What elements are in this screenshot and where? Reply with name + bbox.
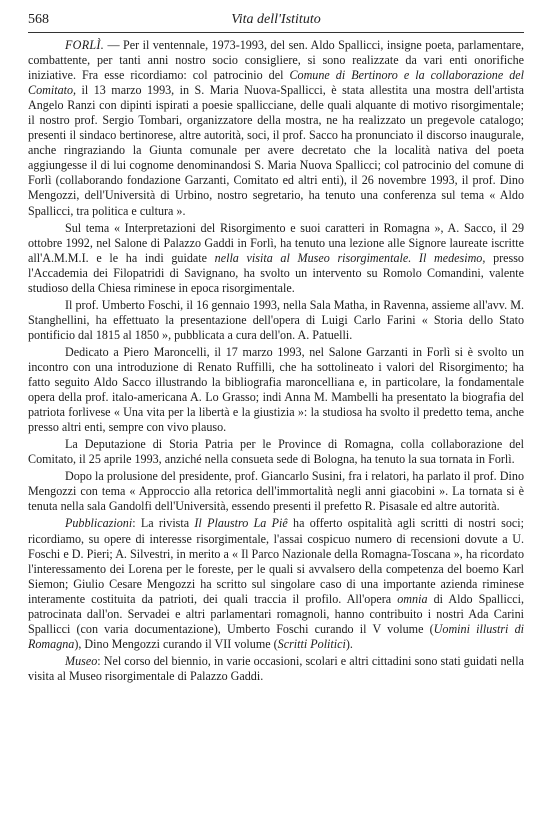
paragraph-text: ). [345,636,353,651]
italic-text: Scritti Politici [277,636,346,651]
italic-text: Pubblicazioni [65,516,133,531]
paragraph-text: ha offerto ospitalità agli scritti di nostri soci; ricordiamo, su opere di interesse risorgimentale, l'assai cospicuo numero di recensioni dovute a U. Foschi e D. Pieri; A. Silvestri, in merito a « Il Parco Nazionale della Romagna-Toscana », ha ricordato l'interessamento dei Lorena per le foreste, per le quali si avvalsero della competenza del boemo Karl Siemon; Giulio Cesare Mengozzi ha scritto sul singolare caso di una importante azienda riminese interamente costituita da patrioti, dei quali traccia il profilo. All'opera [28,516,524,606]
page-number: 568 [28,12,49,27]
paragraph [28,654,524,684]
paragraph-text: presso l'Accademia dei Filopatridi di Savignano, ha svolto un intervento su Romolo Comandini, valente studioso della Chiesa riminese in epoca risorgimentale. [28,250,524,295]
italic-text: Museo [65,653,98,668]
page-header [28,10,524,33]
paragraph-text: Il prof. Umberto Foschi, il 16 gennaio 1993, nella Sala Matha, in Ravenna, assieme all'avv. M. Stanghellini, ha effettuato la presentazione dell'opera di Luigi Carlo Farini « Storia dello Stato pontificio dal 1815 al 1850 », pubblicata a cura dell'on. A. Patuelli. [28,297,524,342]
paragraph-text: — Per il ventennale, 1973-1993, del sen. Aldo Spallicci, insigne poeta, parlamentare, combattente, per tanti anni nostro socio consigliere, si sono realizzate da vari enti onorifiche iniziative. Fra esse ricordiamo: col patrocinio del [28,38,524,83]
paragraph-text: Dopo la prolusione del presidente, prof. Giancarlo Susini, fra i relatori, ha parlato il prof. Dino Mengozzi con tema « Approccio alla retorica dell'immortalità negli anni giacobini ». La tornata si è tenuta nella sala Gandolfi dell'Università, essendo presenti il prefetto R. Pisasale ed altre autorità. [28,469,524,514]
paragraph [28,38,524,219]
paragraph-text: Dedicato a Piero Maroncelli, il 17 marzo 1993, nel Salone Garzanti in Forlì si è svolto un incontro con una introduzione di Renato Ruffilli, che ha sottolineato i valori del Risorgimento; ha fatto seguito Aldo Sacco illustrando la bibliografia maroncelliana e, in particolare, la fondamentale opera della prof. italo-americana A. Lo Grasso; indi Anna M. Mambelli ha presentato la biografia del patriota forlivese « Una vita per la libertà e la giustizia »: la studiosa ha svolto il predetto tema, anche presso altri enti, sempre con vivo plauso. [28,344,524,435]
paragraph-text: ), Dino Mengozzi curando il VII volume ( [74,636,278,651]
paragraph-text: di Aldo Spallicci, patrocinata dall'on. Servadei e altri parlamentari romagnoli, hanno contribuito i nostri Ada Carini Spallicci (con varia documentazione), Umberto Foschi curando il V volume ( [28,591,524,636]
paragraph-text: il 13 marzo 1993, in S. Maria Nuova-Spallicci, è stata allestita una mostra dell'artista Angelo Ranzi con dipinti ispirati a poesie spallicciane, delle quali alquante di motivo risorgimentale; il nostro prof. Sergio Tombari, organizzatore della mostra, ne ha realizzato un pregevole catalogo; presenti il sindaco bertinorese, altre autorità, soci, il prof. Sacco ha pronunciato il discorso inaugurale, anche ringraziando la Giunta comunale per avere decretato che la località nativa del poeta aggiungesse il di lui cognome denominandosi S. Maria Nuova Spallicci; col patrocinio del comune di Forlì (collaborando fondazione Garzanti, Comitato ed altri enti), il 26 novembre 1993, il prof. Dino Mengozzi, dell'Università di Urbino, nostro segretario, ha tenuto una conferenza sul tema « Aldo Spallicci, tra politica e cultura ». [28,83,524,218]
paragraph [28,221,524,296]
italic-text: Il Plaustro La Piê [194,516,288,531]
running-title: Vita dell'Istituto [231,12,321,27]
paragraph [28,516,524,651]
body-text [28,38,524,686]
paragraph-text: : La rivista [132,516,195,531]
italic-text: nella visita al Museo risorgimentale. Il medesimo, [214,250,486,265]
paragraph-text: La Deputazione di Storia Patria per le Province di Romagna, colla collaborazione del Comitato, il 25 aprile 1993, anziché nella consueta sede di Bologna, ha tenuto la sua tornata in Forlì. [28,437,524,467]
paragraph [28,298,524,343]
italic-text: Comune di Bertinoro e la collaborazione del Comitato, [28,68,524,98]
paragraph [28,345,524,435]
paragraph [28,437,524,467]
paragraph-text: : Nel corso del biennio, in varie occasioni, scolari e altri cittadini sono stati guidati nella visita al Museo risorgimentale di Palazzo Gaddi. [28,653,524,683]
place-heading: FORLÌ. [65,38,105,52]
italic-text: omnia [397,591,428,606]
paragraph-text: Sul tema « Interpretazioni del Risorgimento e suoi caratteri in Romagna », A. Sacco, il 29 ottobre 1992, nel Salone di Palazzo Gaddi in Forlì, ha tenuto una lezione alle Signore laureate iscritte all'A.M.M.I. e le ha indi guidate [28,220,524,265]
paragraph [28,469,524,514]
italic-text: Uomini illustri di Romagna [28,621,524,651]
